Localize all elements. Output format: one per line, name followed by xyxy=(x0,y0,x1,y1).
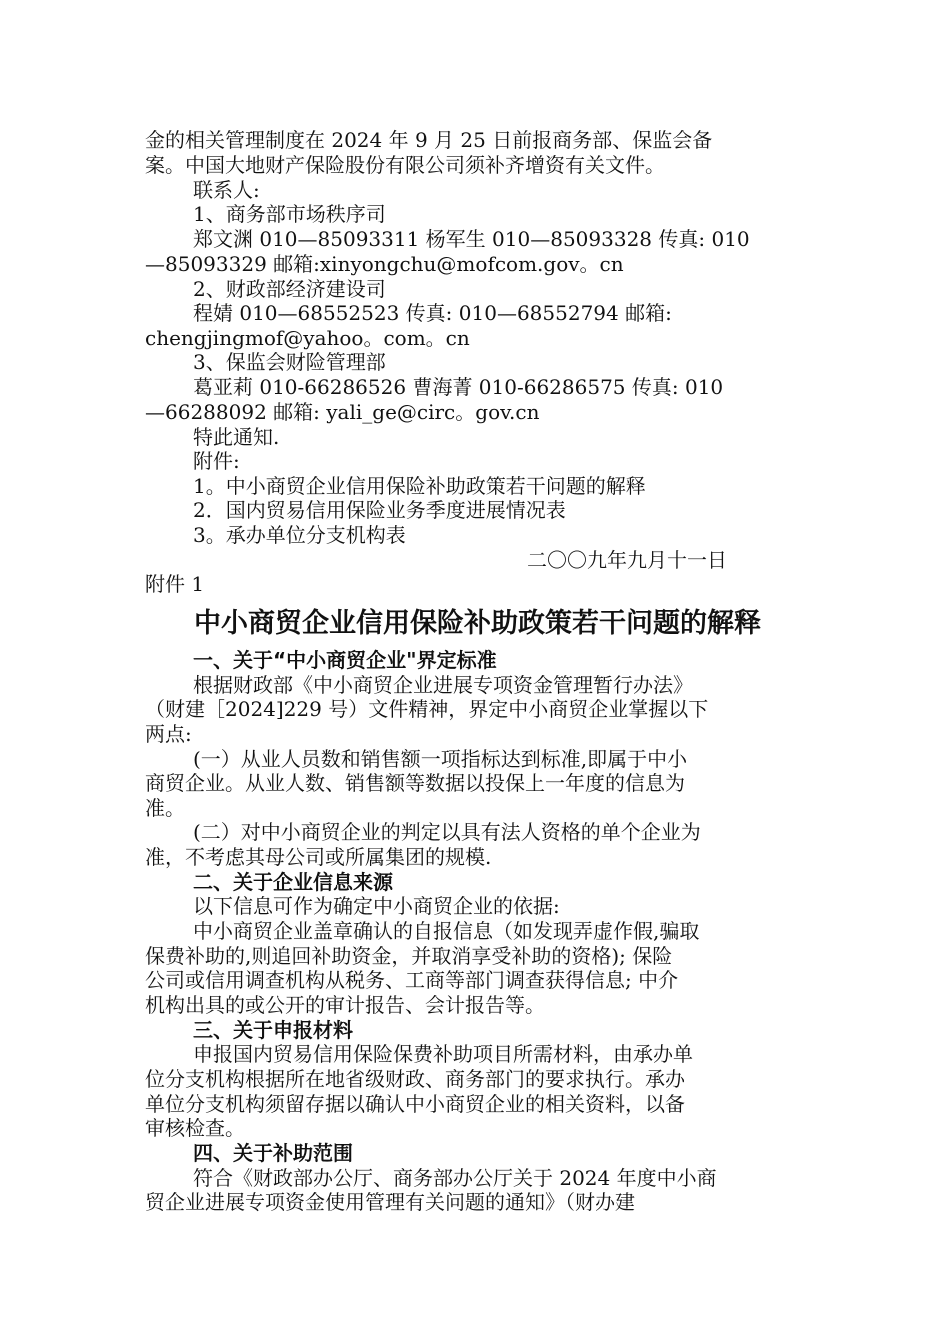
section-heading: 三、关于申报材料 xyxy=(193,1018,353,1042)
section-title: 中小商贸企业信用保险补助政策若干问题的解释 xyxy=(194,608,761,639)
text-line: 案。中国大地财产保险股份有限公司须补齐增资有关文件。 xyxy=(145,153,665,177)
text-line: 准，不考虑其母公司或所属集团的规模. xyxy=(145,845,492,869)
text-line: 两点: xyxy=(145,722,192,746)
text-line: 附件: xyxy=(193,449,240,473)
text-line: 以下信息可作为确定中小商贸企业的依据: xyxy=(193,894,560,918)
text-line: 机构出具的或公开的审计报告、会计报告等。 xyxy=(145,993,545,1017)
text-line: 贸企业进展专项资金使用管理有关问题的通知》（财办建 xyxy=(145,1190,635,1214)
section-heading: 二、关于企业信息来源 xyxy=(193,870,393,894)
text-line: 3、保监会财险管理部 xyxy=(193,350,386,374)
text-line: 特此通知. xyxy=(193,425,280,449)
text-line: 1、商务部市场秩序司 xyxy=(193,202,386,226)
section-heading: 四、关于补助范围 xyxy=(193,1141,353,1165)
text-line: 2．国内贸易信用保险业务季度进展情况表 xyxy=(193,498,566,522)
text-line: （财建［2024]229 号）文件精神，界定中小商贸企业掌握以下 xyxy=(145,697,709,721)
text-line: 郑文渊 010—85093311 杨军生 010—85093328 传真: 010 xyxy=(193,227,750,251)
text-line: —85093329 邮箱:xinyongchu@mofcom.gov。cn xyxy=(145,252,624,276)
text-line: 准。 xyxy=(145,796,185,820)
text-line: —66288092 邮箱: yali_ge@circ。gov.cn xyxy=(145,400,540,424)
text-line: 3。承办单位分支机构表 xyxy=(193,523,406,547)
text-line: 2、财政部经济建设司 xyxy=(193,277,386,301)
text-line: chengjingmof@yahoo。com。cn xyxy=(145,326,470,350)
text-line: 符合《财政部办公厅、商务部办公厅关于 2024 年度中小商 xyxy=(193,1166,717,1190)
text-line: 申报国内贸易信用保险保费补助项目所需材料，由承办单 xyxy=(193,1042,693,1066)
date-line: 二〇〇九年九月十一日 xyxy=(527,548,727,572)
text-line: 单位分支机构须留存据以确认中小商贸企业的相关资料，以备 xyxy=(145,1092,685,1116)
attachment-label: 附件 1 xyxy=(145,572,205,596)
section-heading: 一、关于“中小商贸企业"界定标准 xyxy=(193,648,497,672)
text-line: 葛亚莉 010-66286526 曹海菁 010-66286575 传真: 010 xyxy=(193,375,724,399)
text-line: 保费补助的,则追回补助资金，并取消享受补助的资格); 保险 xyxy=(145,944,673,968)
text-line: 商贸企业。从业人数、销售额等数据以投保上一年度的信息为 xyxy=(145,771,685,795)
text-line: 联系人: xyxy=(193,178,260,202)
text-line: 程婧 010—68552523 传真: 010—68552794 邮箱: xyxy=(193,301,672,325)
text-line: 位分支机构根据所在地省级财政、商务部门的要求执行。承办 xyxy=(145,1067,685,1091)
text-line: (一）从业人员数和销售额一项指标达到标准,即属于中小 xyxy=(193,747,688,771)
text-line: 1。中小商贸企业信用保险补助政策若干问题的解释 xyxy=(193,474,646,498)
text-line: 根据财政部《中小商贸企业进展专项资金管理暂行办法》 xyxy=(193,673,693,697)
text-line: (二）对中小商贸企业的判定以具有法人资格的单个企业为 xyxy=(193,820,701,844)
text-line: 中小商贸企业盖章确认的自报信息（如发现弄虚作假,骗取 xyxy=(193,919,700,943)
text-line: 金的相关管理制度在 2024 年 9 月 25 日前报商务部、保监会备 xyxy=(145,128,713,152)
text-line: 公司或信用调查机构从税务、工商等部门调查获得信息; 中介 xyxy=(145,968,679,992)
text-line: 审核检查。 xyxy=(145,1116,245,1140)
